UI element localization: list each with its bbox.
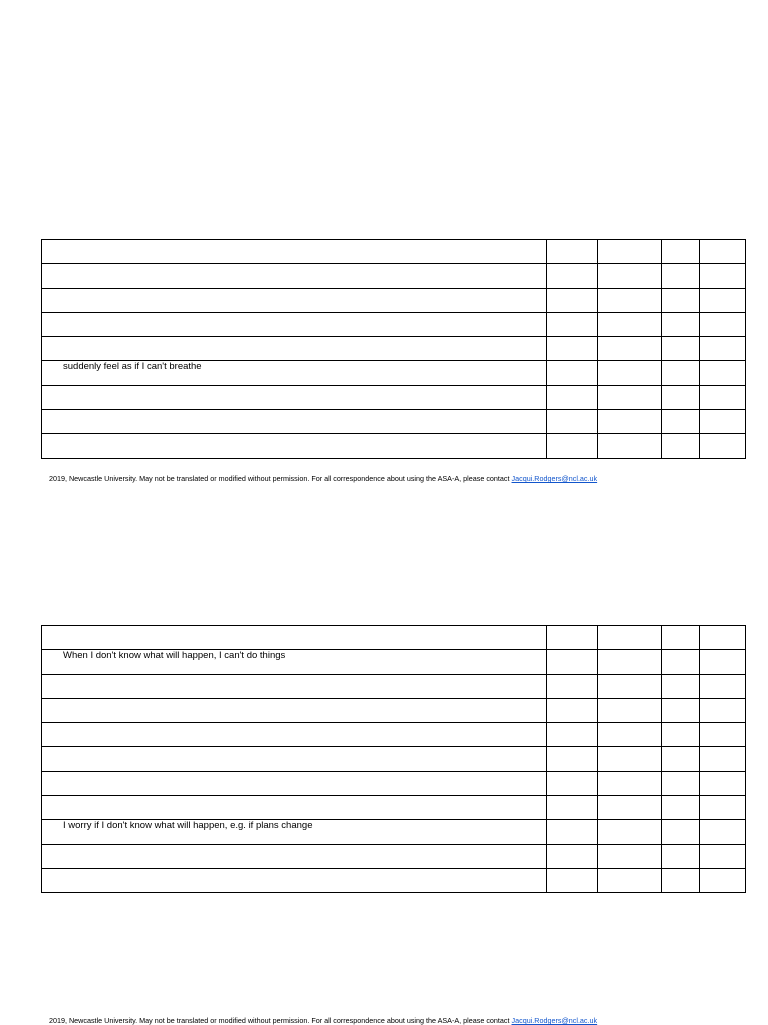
response-cell[interactable] (662, 264, 700, 288)
response-cell[interactable] (662, 288, 700, 312)
table-row (42, 771, 746, 795)
response-cell[interactable] (700, 626, 746, 650)
response-cell[interactable] (700, 844, 746, 868)
item-cell (42, 312, 547, 336)
response-cell[interactable] (700, 820, 746, 844)
response-cell[interactable] (662, 796, 700, 820)
table-row (42, 747, 746, 771)
item-cell (42, 844, 547, 868)
response-cell[interactable] (547, 361, 598, 385)
response-cell[interactable] (547, 674, 598, 698)
item-cell (42, 820, 547, 844)
item-cell (42, 868, 547, 892)
response-cell[interactable] (598, 674, 662, 698)
response-cell[interactable] (662, 698, 700, 722)
response-cell[interactable] (547, 771, 598, 795)
table-row (42, 796, 746, 820)
response-cell[interactable] (662, 868, 700, 892)
response-cell[interactable] (598, 796, 662, 820)
response-cell[interactable] (598, 723, 662, 747)
table-row (42, 240, 746, 264)
response-cell[interactable] (598, 747, 662, 771)
response-cell[interactable] (547, 698, 598, 722)
response-cell[interactable] (598, 844, 662, 868)
table-row (42, 650, 746, 674)
item-cell (42, 796, 547, 820)
response-cell[interactable] (700, 240, 746, 264)
item-text: I worry if I don't know what will happen, e.g. if plans change (63, 820, 313, 832)
response-cell[interactable] (547, 312, 598, 336)
response-cell[interactable] (662, 240, 700, 264)
response-cell[interactable] (598, 698, 662, 722)
response-cell[interactable] (598, 264, 662, 288)
contact-email-link[interactable]: Jacqui.Rodgers@ncl.ac.uk (511, 1016, 598, 1025)
response-cell[interactable] (700, 674, 746, 698)
item-cell (42, 650, 547, 674)
response-cell[interactable] (700, 288, 746, 312)
response-cell[interactable] (598, 820, 662, 844)
table-row (42, 698, 746, 722)
footer-text: 2019, Newcastle University. May not be translated or modified without permission. For all correspondence about using the ASA-A, please contact (49, 474, 512, 483)
response-cell[interactable] (598, 868, 662, 892)
response-cell[interactable] (598, 337, 662, 361)
response-cell[interactable] (700, 771, 746, 795)
response-cell[interactable] (662, 747, 700, 771)
item-cell (42, 771, 547, 795)
table-row (42, 820, 746, 844)
response-cell[interactable] (662, 337, 700, 361)
footer-text: 2019, Newcastle University. May not be translated or modified without permission. For all correspondence about using the ASA-A, please contact (49, 1016, 512, 1025)
item-cell (42, 698, 547, 722)
response-cell[interactable] (700, 796, 746, 820)
response-cell[interactable] (547, 796, 598, 820)
response-cell[interactable] (700, 723, 746, 747)
response-cell[interactable] (547, 868, 598, 892)
response-cell[interactable] (598, 361, 662, 385)
response-cell[interactable] (662, 312, 700, 336)
response-cell[interactable] (547, 626, 598, 650)
item-cell (42, 626, 547, 650)
response-cell[interactable] (598, 771, 662, 795)
document-page-2 (0, 386, 768, 1025)
item-cell (42, 361, 547, 385)
response-cell[interactable] (700, 337, 746, 361)
response-cell[interactable] (598, 650, 662, 674)
table-row (42, 674, 746, 698)
table-row (42, 361, 746, 385)
table-row (42, 723, 746, 747)
response-cell[interactable] (700, 312, 746, 336)
response-cell[interactable] (598, 312, 662, 336)
item-cell (42, 674, 547, 698)
response-cell[interactable] (547, 240, 598, 264)
response-cell[interactable] (662, 674, 700, 698)
response-cell[interactable] (547, 723, 598, 747)
table-row (42, 844, 746, 868)
response-cell[interactable] (547, 288, 598, 312)
item-text: When I don't know what will happen, I can't do things (63, 650, 286, 662)
response-cell[interactable] (662, 626, 700, 650)
item-cell (42, 723, 547, 747)
table-row (42, 312, 746, 336)
response-cell[interactable] (700, 868, 746, 892)
response-cell[interactable] (547, 264, 598, 288)
table-row (42, 264, 746, 288)
response-cell[interactable] (547, 820, 598, 844)
item-cell (42, 264, 547, 288)
response-cell[interactable] (700, 264, 746, 288)
response-cell[interactable] (662, 820, 700, 844)
table-row (42, 868, 746, 892)
response-cell[interactable] (598, 240, 662, 264)
item-cell (42, 288, 547, 312)
response-cell[interactable] (547, 650, 598, 674)
table-row (42, 337, 746, 361)
response-cell[interactable] (547, 747, 598, 771)
response-cell[interactable] (662, 771, 700, 795)
item-text: suddenly feel as if I can't breathe (63, 361, 202, 373)
item-cell (42, 337, 547, 361)
response-cell[interactable] (662, 723, 700, 747)
item-cell (42, 240, 547, 264)
response-cell[interactable] (700, 361, 746, 385)
contact-email-link[interactable]: Jacqui.Rodgers@ncl.ac.uk (511, 474, 598, 483)
response-cell[interactable] (662, 361, 700, 385)
response-cell[interactable] (598, 288, 662, 312)
response-cell[interactable] (598, 626, 662, 650)
response-cell[interactable] (547, 844, 598, 868)
item-cell (42, 747, 547, 771)
table-row (42, 626, 746, 650)
questionnaire-table-2 (41, 625, 746, 893)
response-cell[interactable] (662, 844, 700, 868)
response-cell[interactable] (547, 337, 598, 361)
response-cell[interactable] (700, 747, 746, 771)
response-cell[interactable] (700, 650, 746, 674)
table-row (42, 288, 746, 312)
response-cell[interactable] (662, 650, 700, 674)
response-cell[interactable] (700, 698, 746, 722)
